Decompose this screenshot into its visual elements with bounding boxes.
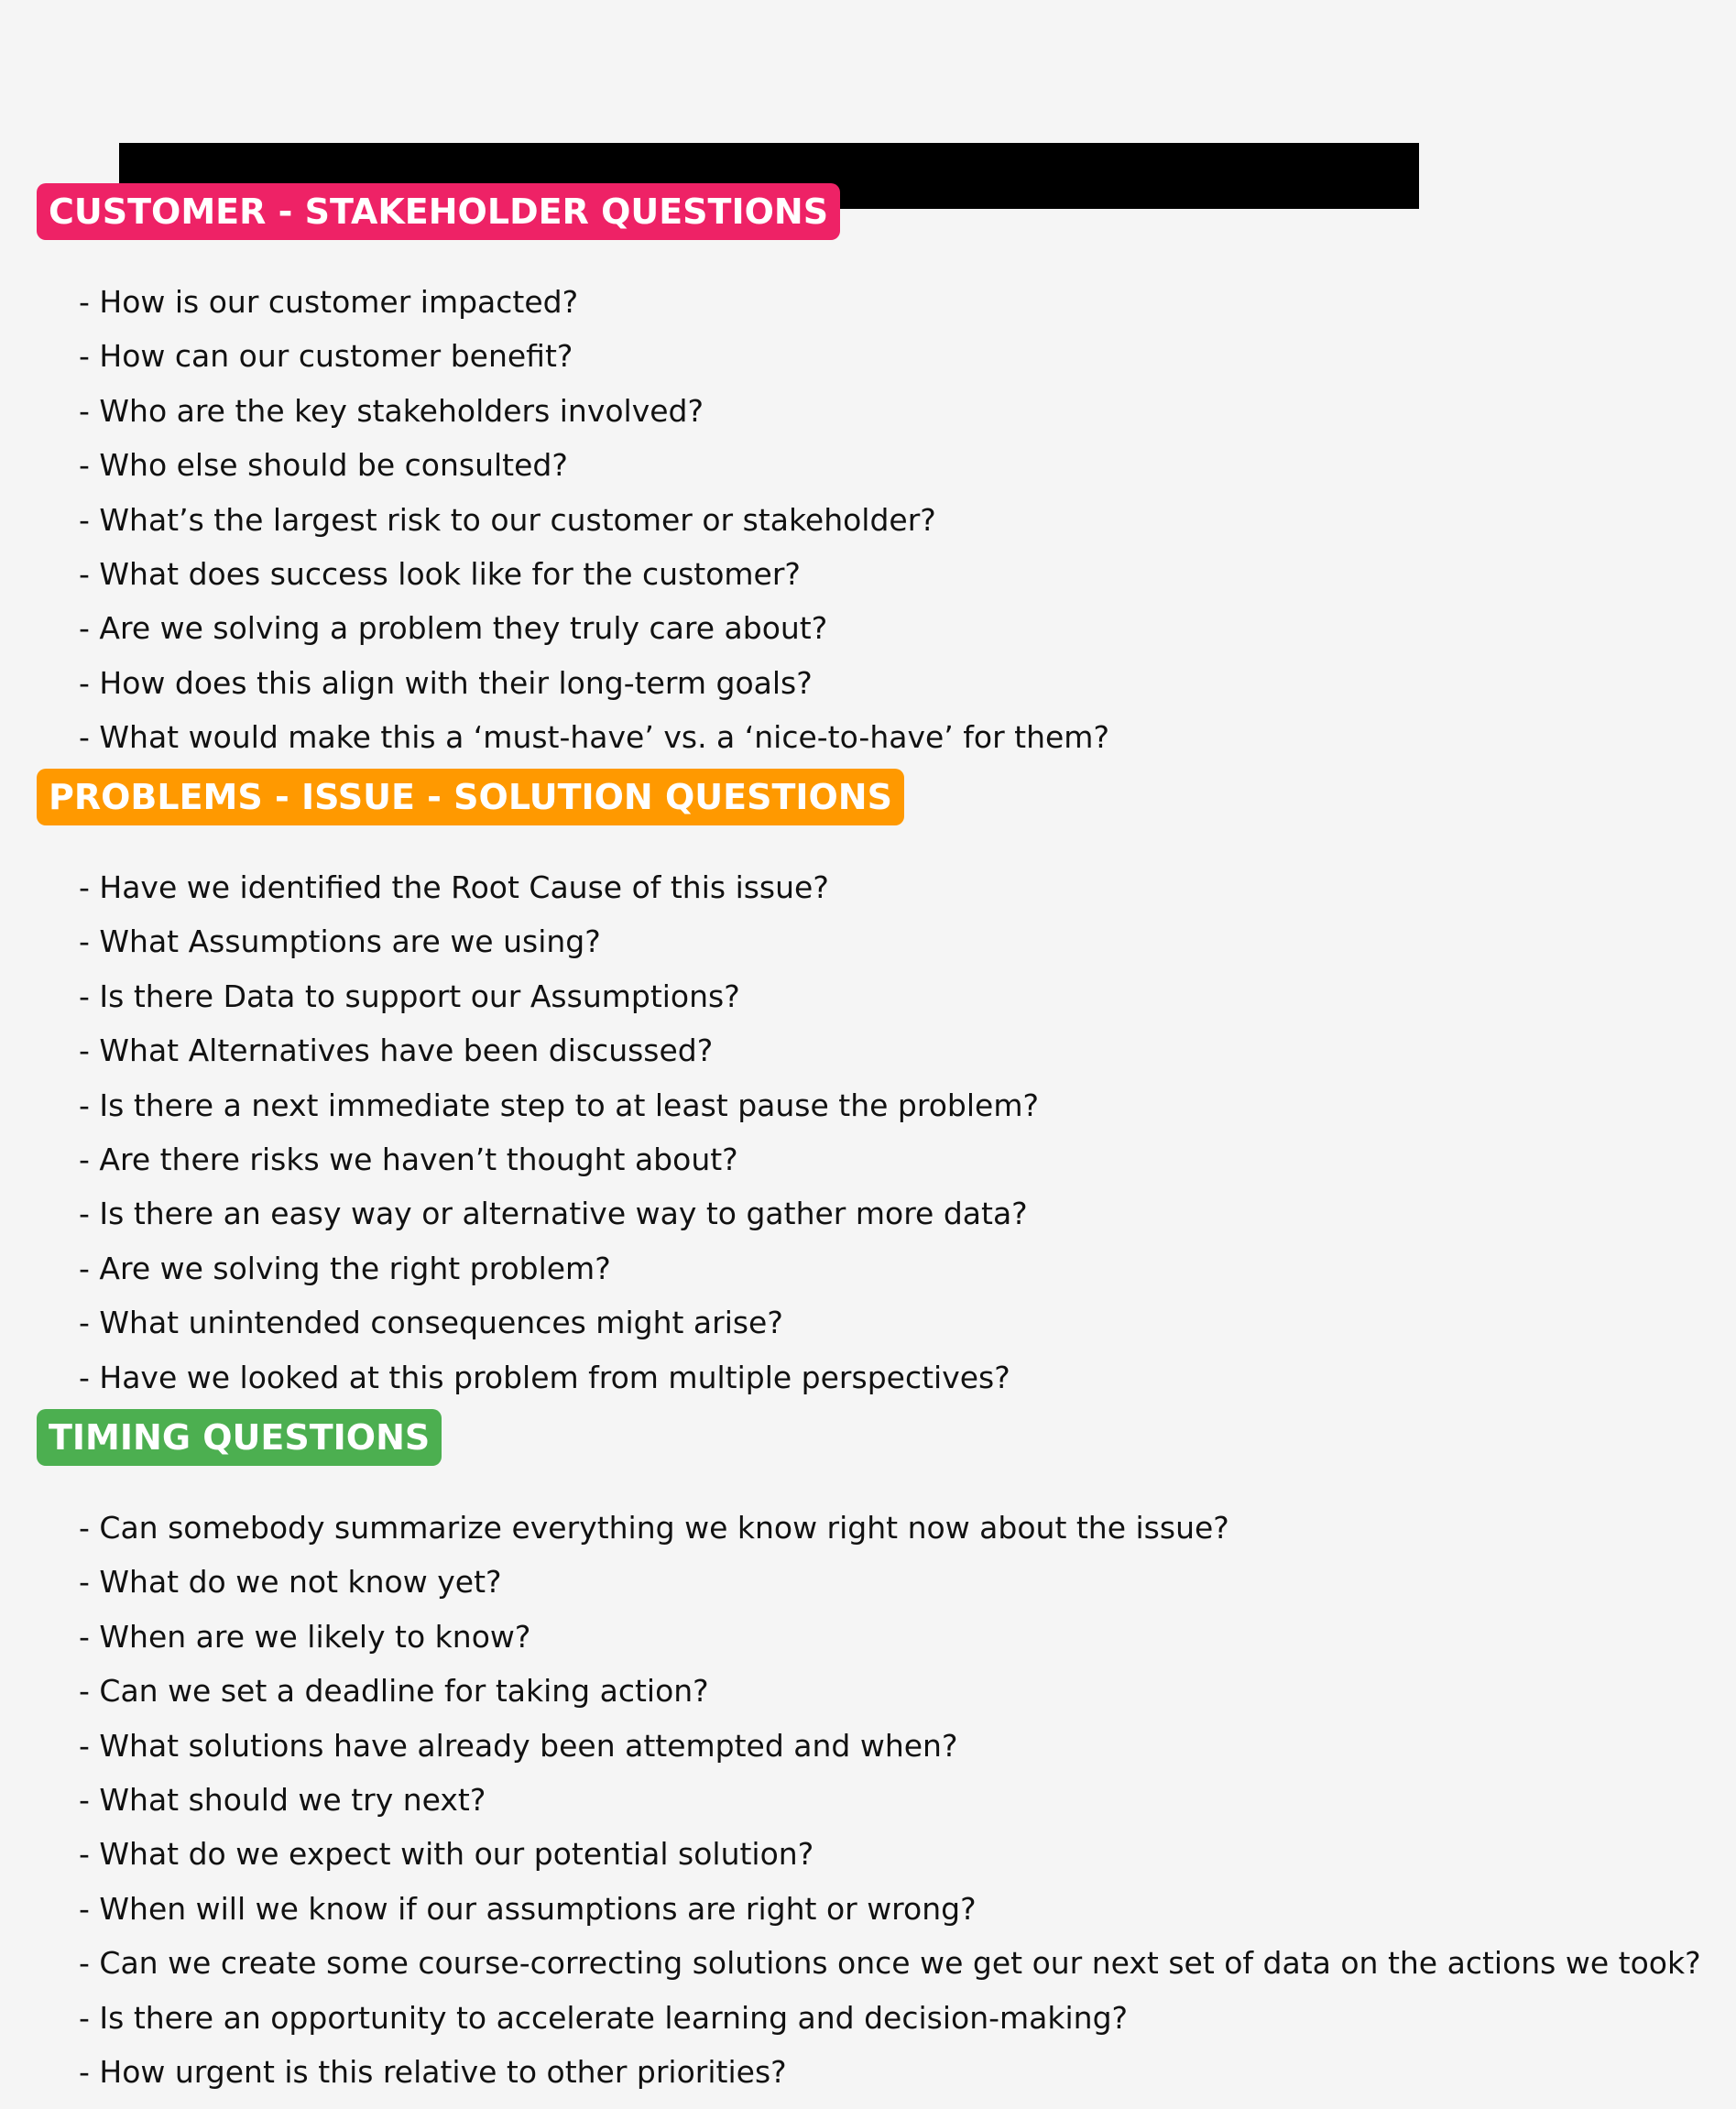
question-item: - What Alternatives have been discussed? xyxy=(79,1033,714,1069)
question-item: - Are we solving a problem they truly care about? xyxy=(79,610,828,647)
question-item: - Who are the key stakeholders involved? xyxy=(79,392,704,429)
question-item: - What would make this a ‘must-have’ vs. a ‘nice-to-have’ for them? xyxy=(79,719,1109,756)
question-item: - What unintended consequences might arise? xyxy=(79,1305,783,1341)
question-item: - What’s the largest risk to our customer or stakeholder? xyxy=(79,501,936,538)
question-item: - How can our customer benefit? xyxy=(79,338,573,375)
question-item: - Can somebody summarize everything we know right now about the issue? xyxy=(79,1510,1229,1546)
question-item: - Is there a next immediate step to at least pause the problem? xyxy=(79,1087,1039,1123)
problems-question-list xyxy=(37,860,1039,1404)
question-item: - When will we know if our assumptions are right or wrong? xyxy=(79,1890,977,1927)
question-item: - Are there risks we haven’t thought about? xyxy=(79,1141,738,1177)
customer-question-list xyxy=(37,275,1109,765)
question-item: - What should we try next? xyxy=(79,1781,486,1818)
customer-stakeholder-section xyxy=(37,183,1109,765)
question-item: - When are we likely to know? xyxy=(79,1618,531,1655)
question-item: - What do we expect with our potential solution? xyxy=(79,1836,814,1873)
question-item: - How is our customer impacted? xyxy=(79,284,579,320)
question-item: - Is there an opportunity to accelerate learning and decision-making? xyxy=(79,1999,1129,2036)
question-item: - What Assumptions are we using? xyxy=(79,923,601,960)
question-item: - How urgent is this relative to other priorities? xyxy=(79,2053,787,2090)
question-item: - What do we not know yet? xyxy=(79,1564,502,1601)
question-item: - What solutions have already been attempted and when? xyxy=(79,1727,958,1764)
question-item: - Who else should be consulted? xyxy=(79,447,568,484)
question-item: - Is there an easy way or alternative way to gather more data? xyxy=(79,1196,1028,1232)
timing-question-list xyxy=(37,1501,1701,2099)
problems-section-header: PROBLEMS - ISSUE - SOLUTION QUESTIONS xyxy=(37,769,904,825)
question-item: - How does this align with their long-term goals? xyxy=(79,664,813,701)
customer-section-header: CUSTOMER - STAKEHOLDER QUESTIONS xyxy=(37,183,840,240)
question-item: - What does success look like for the customer? xyxy=(79,555,801,592)
question-item: - Is there Data to support our Assumptions? xyxy=(79,978,740,1014)
question-item: - Are we solving the right problem? xyxy=(79,1250,611,1286)
problems-issue-solution-section xyxy=(37,769,1039,1404)
timing-section xyxy=(37,1409,1701,2099)
question-item: - Can we create some course-correcting solutions once we get our next set of data on the actions we took? xyxy=(79,1945,1701,1982)
timing-section-header: TIMING QUESTIONS xyxy=(37,1409,442,1466)
question-item: - Can we set a deadline for taking action? xyxy=(79,1673,709,1710)
question-item: - Have we identified the Root Cause of this issue? xyxy=(79,869,829,905)
question-item: - Have we looked at this problem from multiple perspectives? xyxy=(79,1359,1010,1395)
